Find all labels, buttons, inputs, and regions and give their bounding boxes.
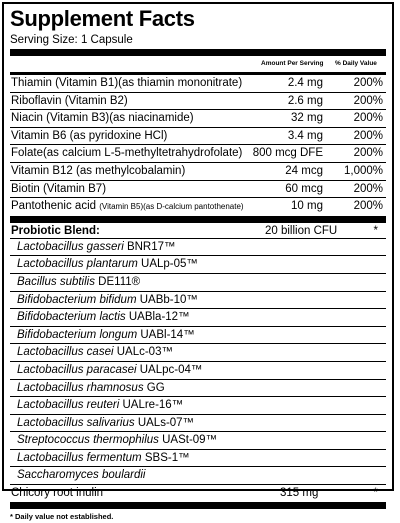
column-header xyxy=(10,56,386,72)
strain-code: UALs-07™ xyxy=(134,416,195,429)
thick-divider xyxy=(10,502,386,509)
footnote: * Daily value not established. xyxy=(10,512,114,522)
strain-row xyxy=(10,344,386,362)
nutrient-dv: 200% xyxy=(353,77,383,89)
supplement-facts-panel xyxy=(2,2,394,522)
strain-species: Streptococcus thermophilus xyxy=(17,434,159,447)
nutrient-amount: 10 mg xyxy=(291,200,323,213)
strain-code: BNR17™ xyxy=(123,240,176,253)
thick-divider xyxy=(10,49,386,56)
nutrient-name xyxy=(11,163,185,180)
nutrient-dv: 200% xyxy=(353,94,383,107)
vitamin-row xyxy=(10,163,386,181)
strain-species: Bifidobacterium bifidum xyxy=(17,293,137,306)
probiotic-blend-row xyxy=(10,223,386,239)
strain-species: Lactobacillus rhamnosus xyxy=(17,381,144,394)
nutrient-amount: 32 mg xyxy=(291,112,323,125)
strain-code: SBS-1™ xyxy=(141,451,190,464)
vitamin-row xyxy=(10,93,386,111)
strain-species: Lactobacillus fermentum xyxy=(17,451,142,464)
nutrient-source-note: (Vitamin B5)(as D-calcium pantothenate) xyxy=(99,202,244,212)
nutrient-name xyxy=(11,181,106,198)
strain-row xyxy=(10,327,386,345)
strain-code: GG xyxy=(143,381,165,394)
nutrient-name-text: Riboflavin (Vitamin B2) xyxy=(11,94,128,107)
nutrient-name-text: Vitamin B6 (as pyridoxine HCl) xyxy=(11,129,168,142)
strain-code: UASt-09™ xyxy=(158,434,218,447)
strain-row xyxy=(10,432,386,450)
dv-header: % Daily Value xyxy=(335,60,377,67)
strain-row xyxy=(10,467,386,485)
nutrient-name-text: Pantothenic acid xyxy=(11,200,100,213)
strain-row xyxy=(10,239,386,257)
blend-amount: 20 billion CFU xyxy=(265,224,338,237)
strain-species: Bifidobacterium lactis xyxy=(17,311,126,324)
vitamin-row xyxy=(10,198,386,216)
strain-row xyxy=(10,292,386,310)
nutrient-dv: 200% xyxy=(353,200,383,213)
nutrient-amount: 800 mcg DFE xyxy=(252,147,323,160)
strain-species: Lactobacillus reuteri xyxy=(17,399,120,412)
strain-species: Lactobacillus casei xyxy=(17,346,114,359)
nutrient-dv: 200% xyxy=(353,147,383,160)
chicory-amount: 315 mg xyxy=(280,487,319,500)
vitamin-list xyxy=(10,75,386,216)
nutrient-name xyxy=(11,198,244,215)
strain-species: Lactobacillus gasseri xyxy=(17,240,124,253)
nutrient-amount: 24 mcg xyxy=(285,164,323,177)
strain-species: Bifidobacterium longum xyxy=(17,328,138,341)
blend-name: Probiotic Blend: xyxy=(11,224,100,237)
serving-size: Serving Size: 1 Capsule xyxy=(10,34,133,46)
nutrient-amount: 60 mcg xyxy=(285,182,323,195)
nutrient-amount: 2.4 mg xyxy=(287,77,323,89)
nutrient-dv: 200% xyxy=(353,182,383,195)
strain-row xyxy=(10,362,386,380)
vitamin-row xyxy=(10,145,386,163)
strain-code: UALp-05™ xyxy=(137,258,198,271)
strain-code: UALpc-04™ xyxy=(136,363,203,376)
strain-row xyxy=(10,415,386,433)
strain-row xyxy=(10,450,386,468)
nutrient-dv: 200% xyxy=(353,112,383,125)
nutrient-name-text: Folate(as calcium L-5-methyltetrahydrofolate) xyxy=(11,147,243,160)
vitamin-row xyxy=(10,75,386,93)
strain-code: UALre-16™ xyxy=(119,399,184,412)
strain-species: Lactobacillus plantarum xyxy=(17,258,138,271)
amount-header: Amount Per Serving xyxy=(261,60,324,67)
strain-species: Lactobacillus paracasei xyxy=(17,363,137,376)
nutrient-dv: 200% xyxy=(353,129,383,142)
vitamin-row xyxy=(10,110,386,128)
strain-code: UABla-12™ xyxy=(125,311,190,324)
nutrient-name xyxy=(11,93,128,110)
strain-row xyxy=(10,309,386,327)
chicory-dv: * xyxy=(373,487,378,500)
blend-dv: * xyxy=(373,224,378,237)
nutrient-name xyxy=(11,128,167,145)
nutrient-amount: 3.4 mg xyxy=(287,129,323,142)
vitamin-row xyxy=(10,181,386,199)
vitamin-row xyxy=(10,128,386,146)
strain-row xyxy=(10,274,386,292)
strain-row xyxy=(10,256,386,274)
nutrient-name-text: Vitamin B12 (as methylcobalamin) xyxy=(11,164,186,177)
thick-divider xyxy=(10,216,386,223)
nutrient-name-text: Thiamin (Vitamin B1)(as thiamin mononitrate) xyxy=(11,77,243,89)
strain-code: DE111® xyxy=(94,275,141,288)
strain-code: UALc-03™ xyxy=(113,346,173,359)
strain-species: Lactobacillus salivarius xyxy=(17,416,135,429)
strain-species: Bacillus subtilis xyxy=(17,275,95,288)
nutrient-name xyxy=(11,110,194,127)
strain-list xyxy=(10,239,386,485)
nutrient-name-text: Biotin (Vitamin B7) xyxy=(11,182,107,195)
nutrient-name xyxy=(11,75,242,92)
chicory-row xyxy=(10,485,386,502)
nutrient-amount: 2.6 mg xyxy=(287,94,323,107)
strain-species: Saccharomyces boulardii xyxy=(17,469,146,482)
strain-row xyxy=(10,397,386,415)
strain-code: UABb-10™ xyxy=(136,293,198,306)
nutrient-dv: 1,000% xyxy=(343,164,383,177)
nutrient-name-text: Niacin (Vitamin B3)(as niacinamide) xyxy=(11,112,194,125)
strain-row xyxy=(10,380,386,398)
chicory-name: Chicory root inulin xyxy=(11,487,104,500)
panel-title: Supplement Facts xyxy=(10,6,195,31)
nutrient-name xyxy=(11,145,242,162)
strain-code: UABl-14™ xyxy=(137,328,195,341)
